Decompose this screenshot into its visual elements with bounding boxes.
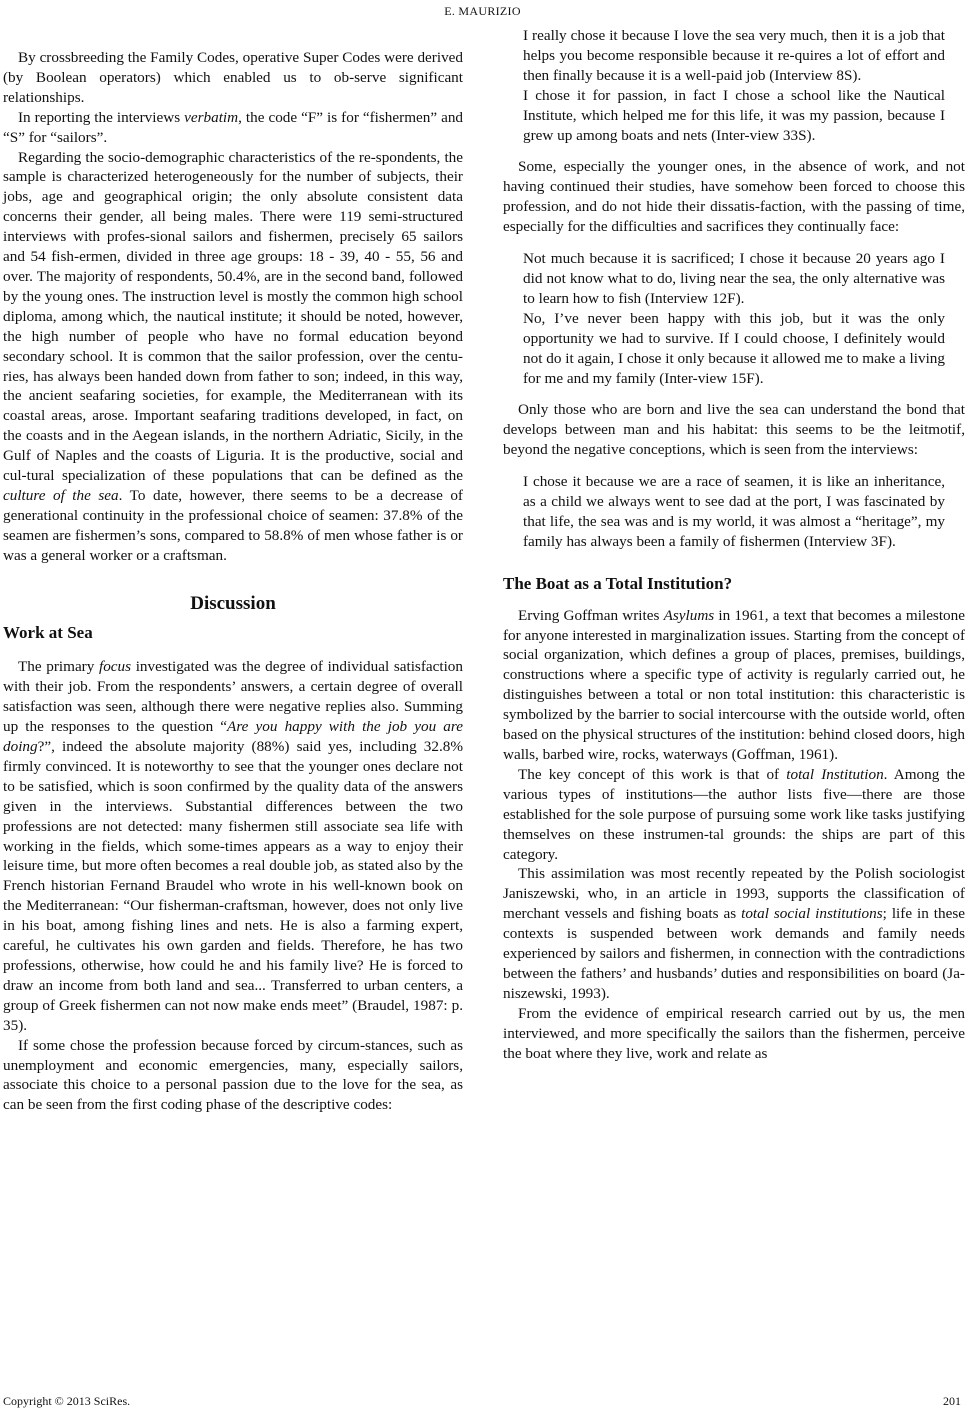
section-title: Discussion: [190, 592, 276, 614]
running-head: E. MAURIZIO: [444, 4, 521, 18]
right-column: [503, 26, 965, 1064]
paragraph: In reporting the interviews verbatim, the code “F” is for “fishermen” and “S” for “sailors”.: [3, 108, 464, 146]
block-quote: [523, 26, 945, 145]
paragraph: Regarding the socio-demographic characteristics of the re-spondents, the sample is characterized heterogeneously for the number of subjects, their jobs, age and geographical origin; the only absolute consistent data concerns their gender, all being males. There were 119 semi-structured interviews with profes-sional sailors and fishermen, precisely 65 sailors and 54 fish-ermen, divided in three age groups: 18 - 39, 40 - 55, 56 and over. The majority of respondents, 50.4%, are in the second band, followed by the young ones. The instruction level is mostly the common high school diploma, among which, the nautical institute; it should be noted, however, the high number of people who have no formal education beyond secondary school. It is common that the sailor profession, over the centu-ries, has always been handed down from father to son; indeed, in this way, the ancient seafaring societies, for example, the Mediterranean with its coastal areas, arose. Important seafaring traditions developed, in fact, on the coasts and in the Aegean islands, in the northern Adriatic, Sicily, in the Gulf of Naples and the coasts of Liguria. It is the productive, social and cul-tural specialization of these populations that can be defined as the culture of the sea. To date, however, there seems to be a decrease of generational continuity in the professional choice of seamen: 37.8% of the seamen are fishermen’s sons, compared to 58.8% of men whose father is or was a general worker or a craftsman.: [3, 148, 463, 564]
quote-text: No, I’ve never been happy with this job, but it was the only opportunity we had to survive. If I could choose, I definitely would not do it again, I chose it only because it allowed me to make a living for me and my family (Inter-view 15F).: [523, 309, 945, 387]
paragraph: By crossbreeding the Family Codes, operative Super Codes were derived (by Boolean operators) which enabled us to ob-serve significant relationships.: [3, 49, 463, 106]
block-quote: [523, 249, 945, 388]
paragraph: This assimilation was most recently repeated by the Polish sociologist Janiszewski, who, in an article in 1993, supports the classification of merchant vessels and fishing boats as total social institutions; life in these contexts is suspended between work demands and family needs experienced by sailors and fishermen, in connection with the contradictions between the fathers’ and husbands’ duties and responsibilities on board (Ja-niszewski, 1993).: [503, 865, 965, 1002]
page-number: 201: [943, 1394, 961, 1408]
paragraph: The primary focus investigated was the degree of individual satisfaction with their job. From the respondents’ answers, a certain degree of overall satisfaction was seen, although there were negative replies also. Summing up the responses to the question “Are you happy with the job you are doing?”, indeed the absolute majority (88%) said yes, including 32.8% firmly convinced. It is noteworthy to see that the younger ones declare not to be satisfied, which is soon confirmed by the quality data of the answers given in the interviews. Substantial differences between the two professions are not detected: many fishermen still associate sea life with working in the fields, which some-times appears as a way to enjoy their leisure time, but more often becomes a real double job, as stated also by the French historian Fernand Braudel who wrote in his well-known book on the Mediterranean: “Our fisherman-craftsman, however, does not only live in his boat, among fishing lines and nets. He is also a farming expert, careful, he cultivates his own garden and fields. Therefore, he has two professions, otherwise, how could he and his family live? He is forced to draw an income from both land and sea... Transferred to urban centers, a group of Greek fishermen can not now make ends meet” (Braudel, 1987: p. 35).: [3, 658, 463, 1034]
paragraph: If some chose the profession because forced by circum-stances, such as unemployment and economic emergencies, many, especially sailors, associate this choice to a personal passion due to the love for the sea, as can be seen from the first coding phase of the descriptive codes:: [3, 1036, 463, 1114]
quote-text: I chose it for passion, in fact I chose a school like the Nautical Institute, which helped me for this life, it was my passion, because I grew up among boats and nets (Inter-view 33S).: [523, 86, 945, 144]
paragraph: From the evidence of empirical research carried out by us, the men interviewed, and more specifically the sailors than the fishermen, perceive the boat where they live, work and relate as: [503, 1004, 965, 1062]
left-column: [3, 48, 463, 1115]
block-quote: [523, 472, 945, 552]
subsection-title: Work at Sea: [3, 623, 93, 643]
paragraph: Some, especially the younger ones, in the absence of work, and not having continued their studies, have somehow been forced to choose this profession, and do not hide their dissatis-faction, with the passing of time, especially for the difficulties and sacrifices they continually face:: [503, 158, 965, 236]
copyright-notice: Copyright © 2013 SciRes.: [3, 1394, 131, 1408]
paragraph: Only those who are born and live the sea can understand the bond that develops between man and his habitat: this seems to be the leitmotif, beyond the negative conceptions, which is seen from the interviews:: [503, 401, 965, 459]
quote-text: I chose it because we are a race of seamen, it is like an inheritance, as a child we always went to see dad at the port, I was fascinated by that life, the sea was and is my world, it was almost a “heritage”, my family has always been a family of fishermen (Interview 3F).: [523, 473, 945, 550]
quote-text: Not much because it is sacrificed; I chose it because 20 years ago I did not know what to do, living near the sea, the only alternative was to learn how to fish (Interview 12F).: [523, 250, 945, 307]
subsection-title: The Boat as a Total Institution?: [503, 573, 733, 593]
paragraph: The key concept of this work is that of total Institution. Among the various types of institutions—the author lists five—there are those established for the sole purpose of pursuing some work like tasks justifying themselves on these instrumen-tal grounds: the ships are part of this category.: [503, 765, 965, 863]
paragraph: Erving Goffman writes Asylums in 1961, a text that becomes a milestone for anyone interested in marginalization issues. Starting from the concept of social organization, which defines a group of places, premises, buildings, constructions where a specific type of activity is regularly carried out, he distinguishes between a total or non total institution: this characteristic is symbolized by the barrier to social intercourse with the outside world, often based on the physical structures of the institution: behind closed doors, high walls, barbed wire, rocks, waterways (Goffman, 1961).: [503, 606, 965, 763]
quote-text: I really chose it because I love the sea very much, then it is a job that helps you become responsible because it re-quires a lot of effort and then finally because it is a well-paid job (Interview 8S).: [523, 27, 945, 84]
